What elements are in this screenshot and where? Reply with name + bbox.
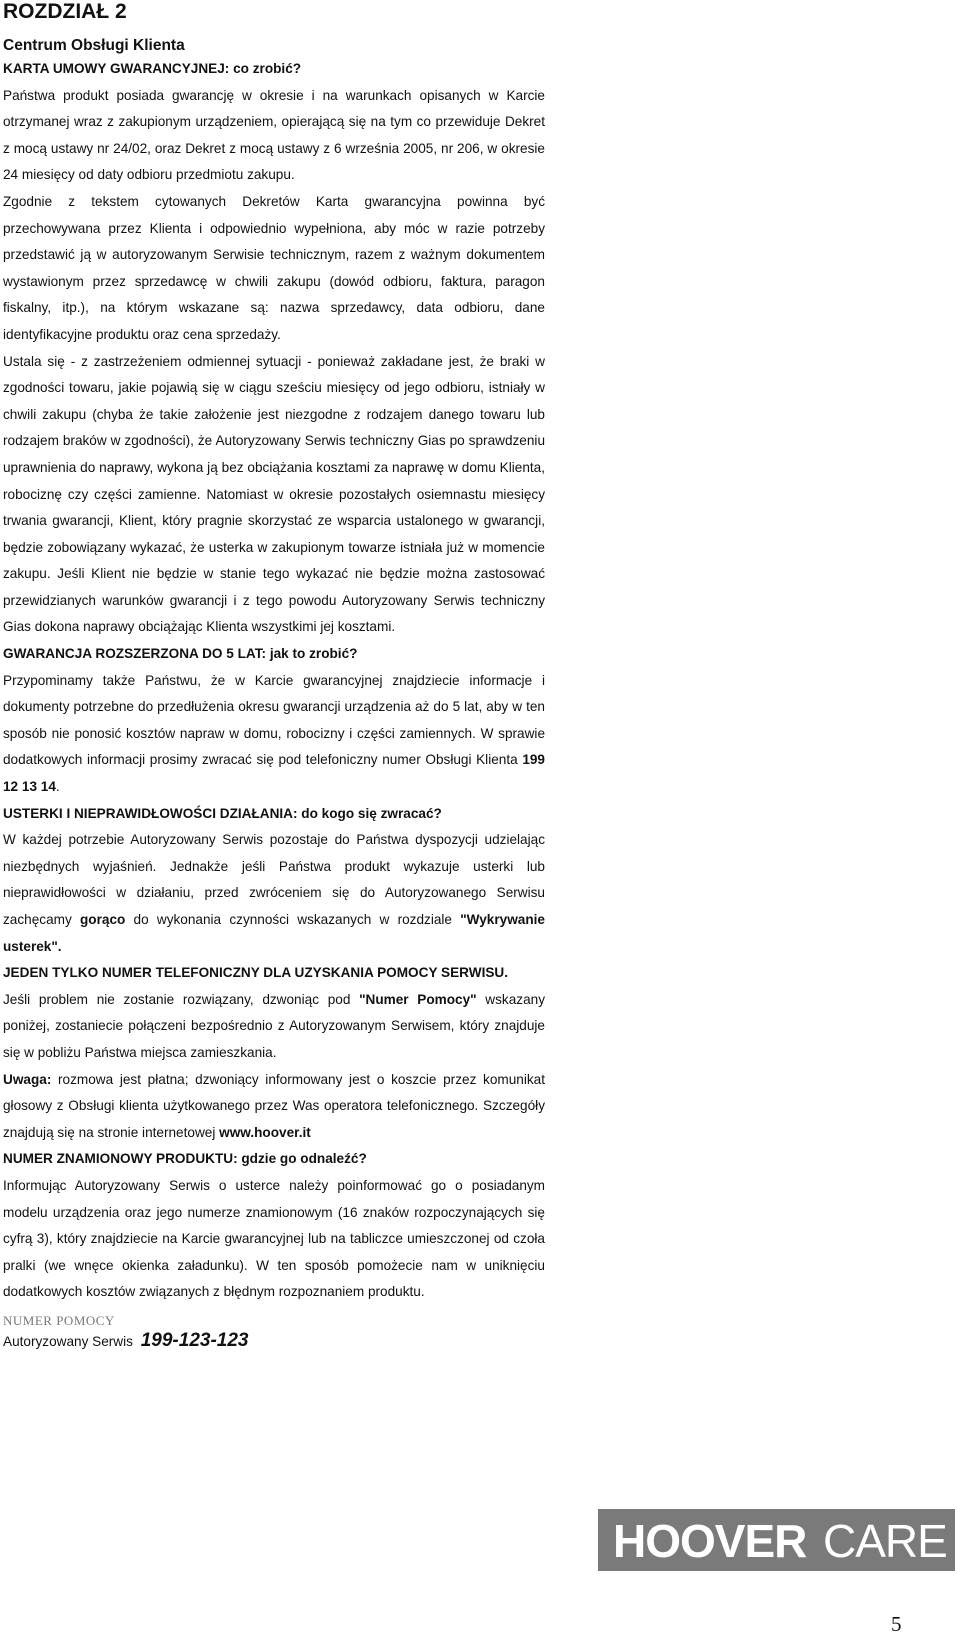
hoover-care-wordmark — [607, 1515, 947, 1565]
extended-warranty-text: Przypominamy także Państwu, że w Karcie gwarancyjnej znajdziecie informacje i dokumenty potrzebne do przedłużenia okresu gwarancji urządzenia aż do 5 lat, aby w ten sposób nie ponosić kosztów napraw w domu, robocizny i części zamiennych. W sprawie dodatkowych informacji prosimy zwracać się pod telefoniczny numer Obsługi Klienta — [3, 672, 545, 768]
help-number-term: "Numer Pomocy" — [359, 991, 477, 1007]
faults-heading: USTERKI I NIEPRAWIDŁOWOŚCI DZIAŁANIA: do kogo się zwracać? — [3, 805, 442, 821]
document-page — [3, 0, 545, 1353]
help-number-text-a: Jeśli problem nie zostanie rozwiązany, dzwoniąc pod — [3, 991, 360, 1007]
customer-service-phone: 199 12 13 14 — [3, 752, 545, 795]
logo-hoover-text: HOOVER — [612, 1515, 806, 1565]
page-number: 5 — [891, 1612, 902, 1636]
extended-warranty-paragraph — [3, 668, 545, 801]
help-number-text-b: wskazany poniżej, zostaniecie połączeni bezpośrednio z Autoryzowanym Serwisem, który znajduje się w pobliżu Państwa miejsca zamieszkania. — [3, 991, 545, 1060]
hotline-number: 199-123-123 — [140, 1329, 249, 1351]
warranty-heading: KARTA UMOWY GWARANCYJNEJ: co zrobić? — [3, 61, 302, 76]
extended-warranty-heading: GWARANCJA ROZSZERZONA DO 5 LAT: jak to zrobić? — [3, 646, 358, 662]
serial-number-paragraph: Informując Autoryzowany Serwis o usterce należy poinformować go o posiadanym modelu urządzenia oraz jego numerze znamionowym (16 znaków rozpoczynających się cyfrą 3), który znajdziecie na Karcie gwarancyjnej lub na tabliczce umieszczonej od czoła pralki (we wnęce okienka załadunku). W ten sposób pomożecie nam w uniknięciu dodatkowych kosztów związanych z błędnym rozpoznaniem produktu. — [3, 1177, 545, 1300]
faults-emphasis: gorąco — [79, 912, 126, 927]
serial-number-heading: NUMER ZNAMIONOWY PRODUKTU: gdzie go odnaleźć? — [3, 1151, 367, 1167]
help-number-paragraph — [3, 987, 545, 1067]
warranty-paragraph-2: Zgodnie z tekstem cytowanych Dekretów Karta gwarancyjna powinna być przechowywana przez Klienta i odpowiednio wypełniona, aby móc w razie potrzeby przedstawić ją w autoryzowanym Serwisie technicznym, razem z ważnym dokumentem wystawionym przez sprzedawcę w chwili zakupu (dowód odbioru, faktura, paragon fiskalny, itp.), na którym wskazane są: nazwa sprzedawcy, data odbioru, dane identyfikacyjne produktu oraz cena sprzedaży. — [3, 193, 545, 342]
hoover-care-logo — [598, 1509, 955, 1571]
note-label: Uwaga: — [3, 1071, 52, 1087]
troubleshooting-chapter-ref: "Wykrywanie usterek". — [3, 912, 545, 954]
help-number-label: NUMER POMOCY — [3, 1312, 115, 1328]
faults-paragraph — [3, 827, 545, 960]
website-link[interactable]: www.hoover.it — [219, 1124, 311, 1140]
note-paragraph — [3, 1067, 545, 1147]
logo-care-text: CARE — [822, 1515, 947, 1565]
warranty-paragraph-3: Ustala się - z zastrzeżeniem odmiennej sytuacji - ponieważ zakładane jest, że braki w zgodności towaru, jakie pojawią się w ciągu sześciu miesięcy od jego odbioru, istniały w chwili zakupu (chyba że takie założenie jest niezgodne z rodzajem danego towaru lub rodzajem braków w zgodności), że Autoryzowany Serwis techniczny Gias po sprawdzeniu uprawnienia do naprawy, wykona ją bez obciążania kosztami za naprawę w domu Klienta, robociznę czy części zamienne. Natomiast w okresie pozostałych osiemnastu miesięcy trwania gwarancji, Klient, który pragnie skorzystać ze wsparcia ustalonego w gwarancji, będzie zobowiązany wykazać, że usterka w zakupionym towarze istniała już w momencie zakupu. Jeśli Klient nie będzie w stanie tego wykazać nie będzie można zastosować przewidzianych warunków gwarancji i z tego powodu Autoryzowany Serwis techniczny Gias dokona naprawy obciążając Klienta wszystkimi jej kosztami. — [3, 353, 545, 635]
section-subtitle: Centrum Obsługi Klienta — [3, 37, 185, 54]
extended-warranty-end: . — [55, 779, 60, 795]
chapter-title: ROZDZIAŁ 2 — [3, 0, 127, 23]
hotline-row — [3, 1330, 545, 1353]
single-number-heading: JEDEN TYLKO NUMER TELEFONICZNY DLA UZYSKANIA POMOCY SERWISU. — [3, 965, 509, 981]
faults-text-b: do wykonania czynności wskazanych w rozdziale — [125, 912, 461, 927]
faults-text-a: W każdej potrzebie Autoryzowany Serwis pozostaje do Państwa dyspozycji udzielając niezbędnych wyjaśnień. Jednakże jeśli Państwa produkt wykazuje usterki lub nieprawidłowości w działaniu, przed zwróceniem się do Autoryzowanego Serwisu zachęcamy — [3, 832, 545, 927]
warranty-paragraph-1: Państwa produkt posiada gwarancję w okresie i na warunkach opisanych w Karcie otrzymanej wraz z zakupionym urządzeniem, opierającą się na tym co przewiduje Dekret z mocą ustawy nr 24/02, oraz Dekret z mocą ustawy z 6 września 2005, nr 206, w okresie 24 miesięcy od daty odbioru przedmiotu zakupu. — [3, 87, 545, 183]
note-text: rozmowa jest płatna; dzwoniący informowany jest o koszcie przez komunikat głosowy z Obsługi klienta użytkowanego przez Was operatora telefonicznego. Szczegóły znajdują się na stronie internetowej — [3, 1071, 545, 1140]
authorized-service-label: Autoryzowany Serwis — [3, 1333, 133, 1349]
